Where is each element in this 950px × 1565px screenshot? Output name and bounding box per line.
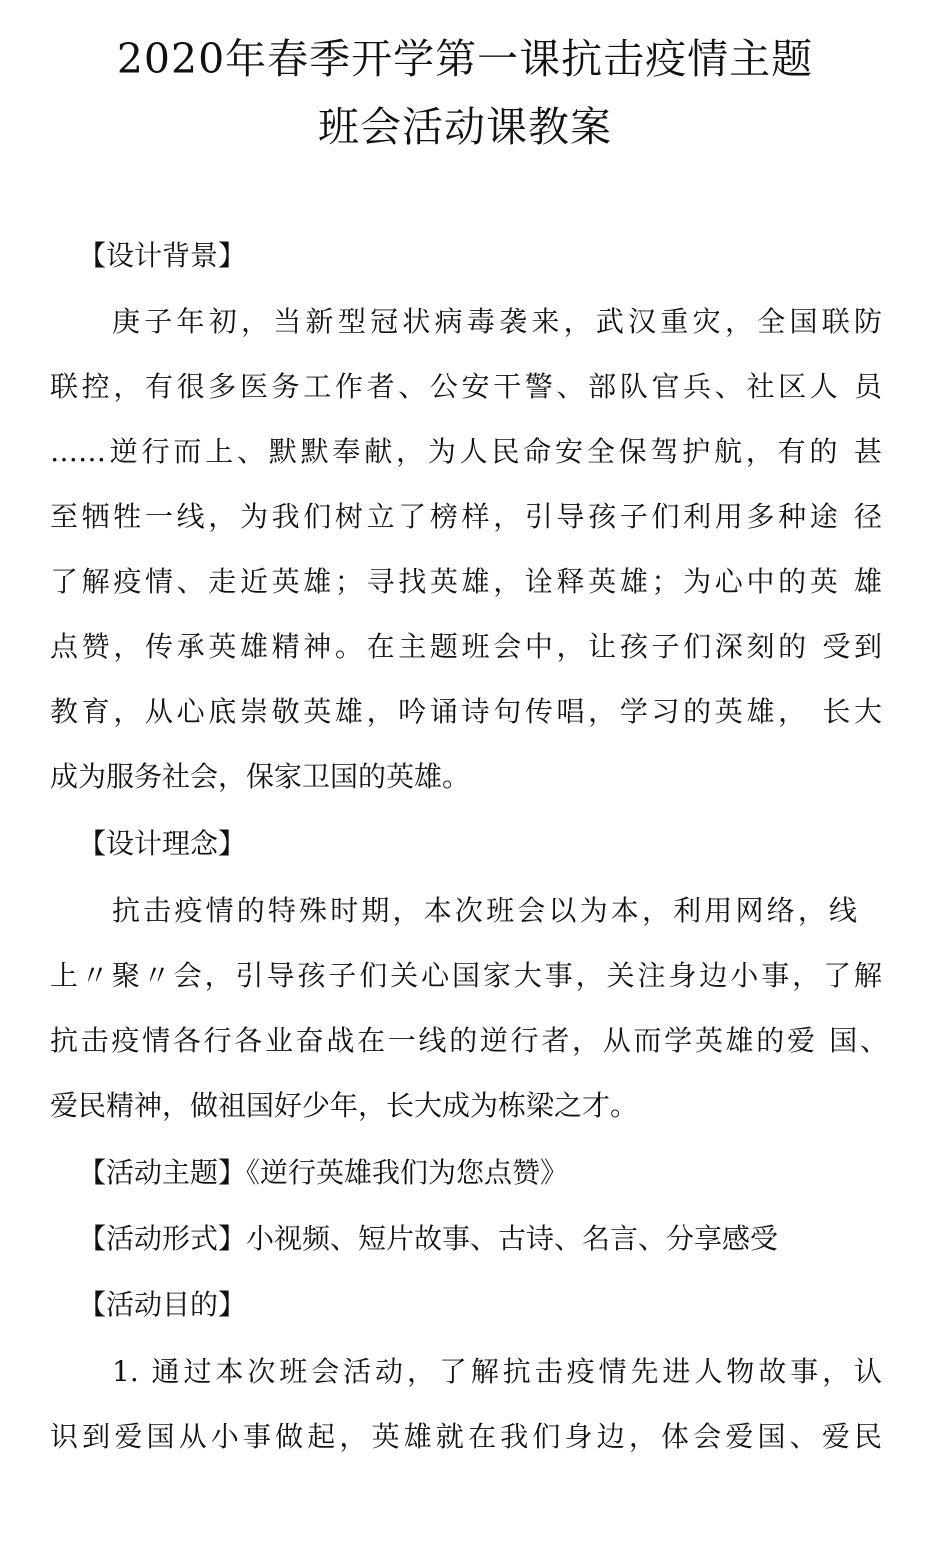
section-heading-background: 【设计背景】: [78, 239, 247, 272]
paragraph-line: 爱民精神，做祖国好少年，长大成为栋梁之才。: [50, 1089, 639, 1122]
paragraph-line: 抗击疫情的特殊时期，本次班会以为本，利用网络，线: [112, 894, 857, 927]
paragraph-line: 了解疫情、走近英雄；寻找英雄，诠释英雄；为心中的英 雄: [50, 565, 882, 598]
theme-text: 《逆行英雄我们为您点赞》: [246, 1156, 569, 1189]
paragraph-line: 1. 通过本次班会活动，了解抗击疫情先进人物故事，认: [112, 1355, 882, 1388]
paragraph-line: 点赞，传承英雄精神。在主题班会中，让孩子们深刻的 受到: [50, 630, 882, 663]
paragraph-line: 成为服务社会，保家卫国的英雄。: [50, 760, 471, 793]
paragraph-line: 至牺牲一线，为我们树立了榜样，引导孩子们利用多种途 径: [50, 500, 882, 533]
document-title-line-1: 2020年春季开学第一课抗击疫情主题: [116, 35, 814, 83]
form-text: 小视频、短片故事、古诗、名言、分享感受: [246, 1222, 779, 1255]
paragraph-line: 上〃聚〃会，引导孩子们关心国家大事，关注身边小事，了解: [50, 959, 882, 992]
paragraph-line: ……逆行而上、默默奉献，为人民命安全保驾护航，有的 甚: [50, 435, 882, 468]
paragraph-line: 联控，有很多医务工作者、公安干警、部队官兵、社区人 员: [50, 370, 882, 403]
section-heading-concept: 【设计理念】: [78, 827, 247, 860]
section-heading-theme: 【活动主题】: [78, 1156, 247, 1189]
section-form: [78, 1219, 778, 1259]
paragraph-line: 庚子年初，当新型冠状病毒袭来，武汉重灾，全国联防: [112, 305, 882, 338]
section-heading-goal: 【活动目的】: [78, 1288, 247, 1321]
document-title-line-2: 班会活动课教案: [318, 103, 612, 151]
section-theme: [78, 1153, 568, 1193]
paragraph-line: 识到爱国从小事做起，英雄就在我们身边，体会爱国、爱民: [50, 1420, 882, 1453]
section-heading-form: 【活动形式】: [78, 1222, 247, 1255]
paragraph-line: 教育，从心底崇敬英雄，吟诵诗句传唱，学习的英雄， 长大: [50, 695, 882, 728]
paragraph-line: 抗击疫情各行各业奋战在一线的逆行者，从而学英雄的爱 国、: [50, 1024, 888, 1057]
